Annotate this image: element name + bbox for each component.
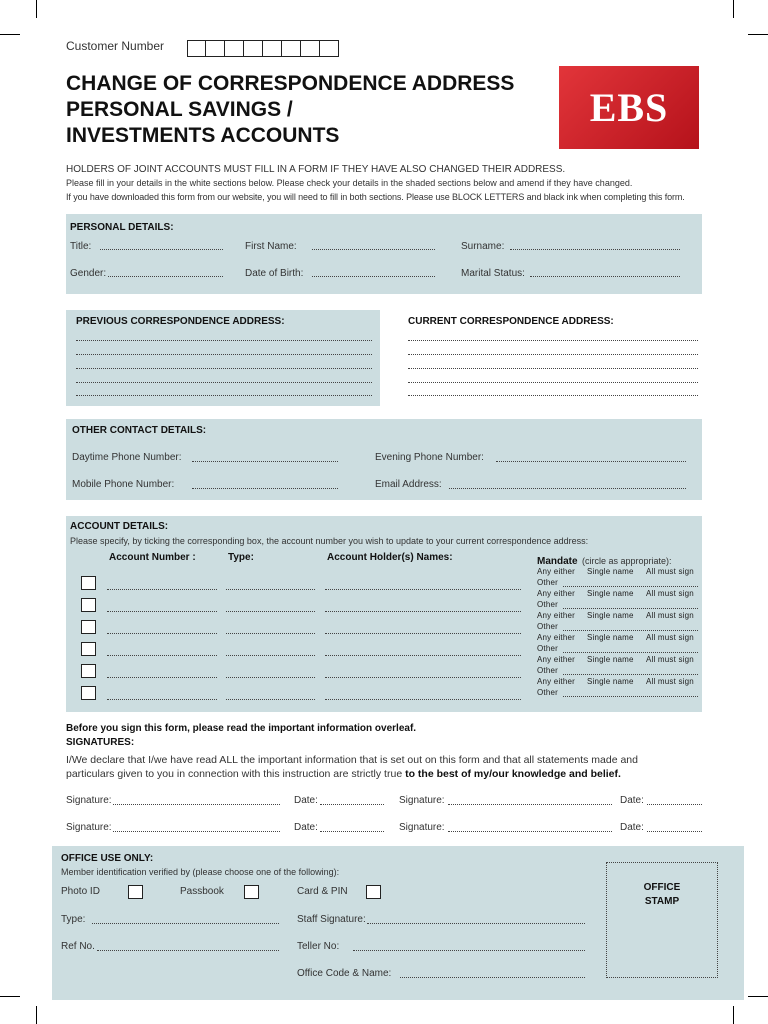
- mandate-other-field[interactable]: [563, 608, 698, 609]
- photo-id-label: Photo ID: [61, 886, 100, 897]
- signature-label: Signature:: [399, 795, 445, 806]
- mandate-other-field[interactable]: [563, 696, 698, 697]
- signature-label: Signature:: [66, 795, 112, 806]
- current-address-line[interactable]: [408, 340, 698, 341]
- crop-mark: [36, 0, 37, 18]
- mandate-option-any-either[interactable]: Any either: [537, 655, 576, 664]
- date-field-1[interactable]: [320, 804, 384, 805]
- form-title-line2: PERSONAL SAVINGS /: [66, 98, 293, 121]
- account-holders-field[interactable]: [325, 589, 521, 590]
- mandate-option-other[interactable]: Other: [537, 578, 559, 587]
- customer-number-label: Customer Number: [66, 39, 165, 53]
- surname-field[interactable]: [510, 249, 680, 250]
- ebs-logo: [559, 66, 699, 149]
- date-field-3[interactable]: [320, 831, 384, 832]
- office-code-field[interactable]: [400, 977, 585, 978]
- account-select-checkbox[interactable]: [81, 620, 96, 634]
- crop-mark: [748, 996, 768, 997]
- date-label: Date:: [294, 822, 318, 833]
- account-select-checkbox[interactable]: [81, 642, 96, 656]
- ref-no-field[interactable]: [97, 950, 279, 951]
- office-stamp-line1: OFFICE: [643, 882, 681, 893]
- card-pin-checkbox[interactable]: [366, 885, 381, 899]
- intro-download-note: If you have downloaded this form from our website, you will need to fill in both sections. Please use BLOCK LETTERS and black ink when completing this form.: [66, 192, 685, 202]
- marital-status-label: Marital Status:: [461, 268, 525, 279]
- signature-field-3[interactable]: [113, 831, 280, 832]
- date-field-4[interactable]: [647, 831, 702, 832]
- account-holders-header: Account Holder(s) Names:: [327, 552, 453, 563]
- mandate-option-other[interactable]: Other: [537, 688, 559, 697]
- account-type-field[interactable]: [226, 655, 315, 656]
- personal-details-heading: PERSONAL DETAILS:: [70, 222, 174, 233]
- current-address-line[interactable]: [408, 354, 698, 355]
- crop-mark: [748, 34, 768, 35]
- office-stamp-box: [606, 862, 718, 978]
- account-type-field[interactable]: [226, 611, 315, 612]
- contact-details-heading: OTHER CONTACT DETAILS:: [72, 425, 207, 436]
- previous-address-heading: PREVIOUS CORRESPONDENCE ADDRESS:: [76, 316, 285, 327]
- intro-instructions: Please fill in your details in the white sections below. Please check your details in the shaded sections below and amend if they have changed.: [66, 178, 633, 188]
- account-holders-field[interactable]: [325, 655, 521, 656]
- mandate-other-field[interactable]: [563, 586, 698, 587]
- mandate-option-any-either[interactable]: Any either: [537, 633, 576, 642]
- account-type-header: Type:: [228, 552, 254, 563]
- gender-field[interactable]: [108, 276, 223, 277]
- office-use-heading: OFFICE USE ONLY:: [61, 853, 154, 864]
- staff-signature-field[interactable]: [367, 923, 585, 924]
- date-label: Date:: [620, 795, 644, 806]
- mandate-option-any-either[interactable]: Any either: [537, 589, 576, 598]
- dob-field[interactable]: [312, 276, 435, 277]
- signature-label: Signature:: [66, 822, 112, 833]
- daytime-phone-label: Daytime Phone Number:: [72, 452, 182, 463]
- mandate-option-single-name[interactable]: Single name: [587, 567, 634, 576]
- teller-no-field[interactable]: [353, 950, 585, 951]
- declaration-line1: I/We declare that I/we have read ALL the important information that is set out on this form and that all statements made and: [66, 754, 638, 766]
- crop-mark: [733, 0, 734, 18]
- card-pin-label: Card & PIN: [297, 886, 348, 897]
- email-label: Email Address:: [375, 479, 442, 490]
- current-address-heading: CURRENT CORRESPONDENCE ADDRESS:: [408, 316, 614, 327]
- ref-no-label: Ref No.: [61, 941, 95, 952]
- intro-joint-notice: HOLDERS OF JOINT ACCOUNTS MUST FILL IN A FORM IF THEY HAVE ALSO CHANGED THEIR ADDRESS.: [66, 164, 566, 175]
- date-label: Date:: [620, 822, 644, 833]
- mandate-option-other[interactable]: Other: [537, 622, 559, 631]
- account-type-field[interactable]: [226, 589, 315, 590]
- mandate-option-all-must-sign[interactable]: All must sign: [646, 655, 694, 664]
- title-field[interactable]: [100, 249, 223, 250]
- account-select-checkbox[interactable]: [81, 576, 96, 590]
- declaration-text: particulars given to you in connection with this instruction are strictly true: [66, 768, 403, 780]
- mandate-option-any-either[interactable]: Any either: [537, 677, 576, 686]
- previous-address-line[interactable]: [76, 368, 372, 369]
- previous-address-line[interactable]: [76, 340, 372, 341]
- account-number-field[interactable]: [107, 699, 217, 700]
- crop-mark: [36, 1006, 37, 1024]
- office-stamp-label: [607, 881, 717, 909]
- mandate-option-all-must-sign[interactable]: All must sign: [646, 567, 694, 576]
- daytime-phone-field[interactable]: [192, 461, 338, 462]
- photo-id-checkbox[interactable]: [128, 885, 143, 899]
- mandate-option-single-name[interactable]: Single name: [587, 589, 634, 598]
- dob-label: Date of Birth:: [245, 268, 304, 279]
- form-title-line3: INVESTMENTS ACCOUNTS: [66, 124, 340, 147]
- account-number-field[interactable]: [107, 633, 217, 634]
- account-number-field[interactable]: [107, 677, 217, 678]
- mandate-other-field[interactable]: [563, 674, 698, 675]
- evening-phone-field[interactable]: [496, 461, 686, 462]
- first-name-label: First Name:: [245, 241, 297, 252]
- account-select-checkbox[interactable]: [81, 686, 96, 700]
- mandate-other-field[interactable]: [563, 652, 698, 653]
- account-holders-field[interactable]: [325, 677, 521, 678]
- email-field[interactable]: [449, 488, 686, 489]
- evening-phone-label: Evening Phone Number:: [375, 452, 484, 463]
- mandate-option-all-must-sign[interactable]: All must sign: [646, 589, 694, 598]
- account-type-field[interactable]: [226, 699, 315, 700]
- customer-number-boxes[interactable]: [187, 40, 339, 57]
- current-address-line[interactable]: [408, 368, 698, 369]
- account-type-field[interactable]: [226, 633, 315, 634]
- previous-address-line[interactable]: [76, 382, 372, 383]
- mandate-note: (circle as appropriate):: [582, 556, 672, 566]
- mandate-option-any-either[interactable]: Any either: [537, 611, 576, 620]
- account-select-checkbox[interactable]: [81, 664, 96, 678]
- signature-field-1[interactable]: [113, 804, 280, 805]
- passbook-label: Passbook: [180, 886, 224, 897]
- account-holders-field[interactable]: [325, 633, 521, 634]
- passbook-checkbox[interactable]: [244, 885, 259, 899]
- previous-address-line[interactable]: [76, 395, 372, 396]
- mandate-option-any-either[interactable]: Any either: [537, 567, 576, 576]
- mandate-option-other[interactable]: Other: [537, 666, 559, 675]
- account-details-heading: ACCOUNT DETAILS:: [70, 521, 169, 532]
- account-instruction: Please specify, by ticking the corresponding box, the account number you wish to update to your current correspondence address:: [70, 536, 589, 546]
- mandate-other-field[interactable]: [563, 630, 698, 631]
- mandate-option-all-must-sign[interactable]: All must sign: [646, 633, 694, 642]
- read-overleaf-notice: Before you sign this form, please read the important information overleaf.: [66, 723, 417, 734]
- logo-text: EBS: [589, 85, 669, 130]
- mandate-option-all-must-sign[interactable]: All must sign: [646, 611, 694, 620]
- mandate-option-single-name[interactable]: Single name: [587, 655, 634, 664]
- office-stamp-line2: STAMP: [644, 896, 680, 907]
- account-holders-field[interactable]: [325, 699, 521, 700]
- mandate-option-other[interactable]: Other: [537, 644, 559, 653]
- crop-mark: [0, 996, 20, 997]
- staff-signature-label: Staff Signature:: [297, 914, 366, 925]
- type-field[interactable]: [92, 923, 279, 924]
- date-label: Date:: [294, 795, 318, 806]
- signatures-heading: SIGNATURES:: [66, 737, 135, 748]
- surname-label: Surname:: [461, 241, 505, 252]
- verification-instruction: Member identification verified by (please choose one of the following):: [61, 867, 340, 877]
- account-number-field[interactable]: [107, 589, 217, 590]
- crop-mark: [0, 34, 20, 35]
- previous-address-line[interactable]: [76, 354, 372, 355]
- date-field-2[interactable]: [647, 804, 702, 805]
- mandate-option-other[interactable]: Other: [537, 600, 559, 609]
- teller-no-label: Teller No:: [297, 941, 340, 952]
- mobile-phone-field[interactable]: [192, 488, 338, 489]
- mandate-label: Mandate: [537, 556, 578, 567]
- mandate-option-single-name[interactable]: Single name: [587, 611, 634, 620]
- declaration-emphasis: to the best of my/our knowledge and belief.: [405, 768, 621, 780]
- signature-field-2[interactable]: [448, 804, 612, 805]
- office-code-label: Office Code & Name:: [297, 968, 392, 979]
- mobile-phone-label: Mobile Phone Number:: [72, 479, 175, 490]
- crop-mark: [733, 1006, 734, 1024]
- signature-label: Signature:: [399, 822, 445, 833]
- form-title-line1: CHANGE OF CORRESPONDENCE ADDRESS: [66, 72, 515, 95]
- signature-field-4[interactable]: [448, 831, 612, 832]
- mandate-option-single-name[interactable]: Single name: [587, 677, 634, 686]
- current-address-line[interactable]: [408, 395, 698, 396]
- type-label: Type:: [61, 914, 86, 925]
- declaration-line2: [66, 768, 621, 780]
- first-name-field[interactable]: [312, 249, 435, 250]
- account-number-field[interactable]: [107, 655, 217, 656]
- title-label: Title:: [70, 241, 92, 252]
- current-address-line[interactable]: [408, 382, 698, 383]
- marital-status-field[interactable]: [530, 276, 680, 277]
- mandate-option-all-must-sign[interactable]: All must sign: [646, 677, 694, 686]
- account-number-field[interactable]: [107, 611, 217, 612]
- gender-label: Gender:: [70, 268, 107, 279]
- mandate-option-single-name[interactable]: Single name: [587, 633, 634, 642]
- account-number-header: Account Number :: [109, 552, 196, 563]
- account-holders-field[interactable]: [325, 611, 521, 612]
- account-select-checkbox[interactable]: [81, 598, 96, 612]
- account-type-field[interactable]: [226, 677, 315, 678]
